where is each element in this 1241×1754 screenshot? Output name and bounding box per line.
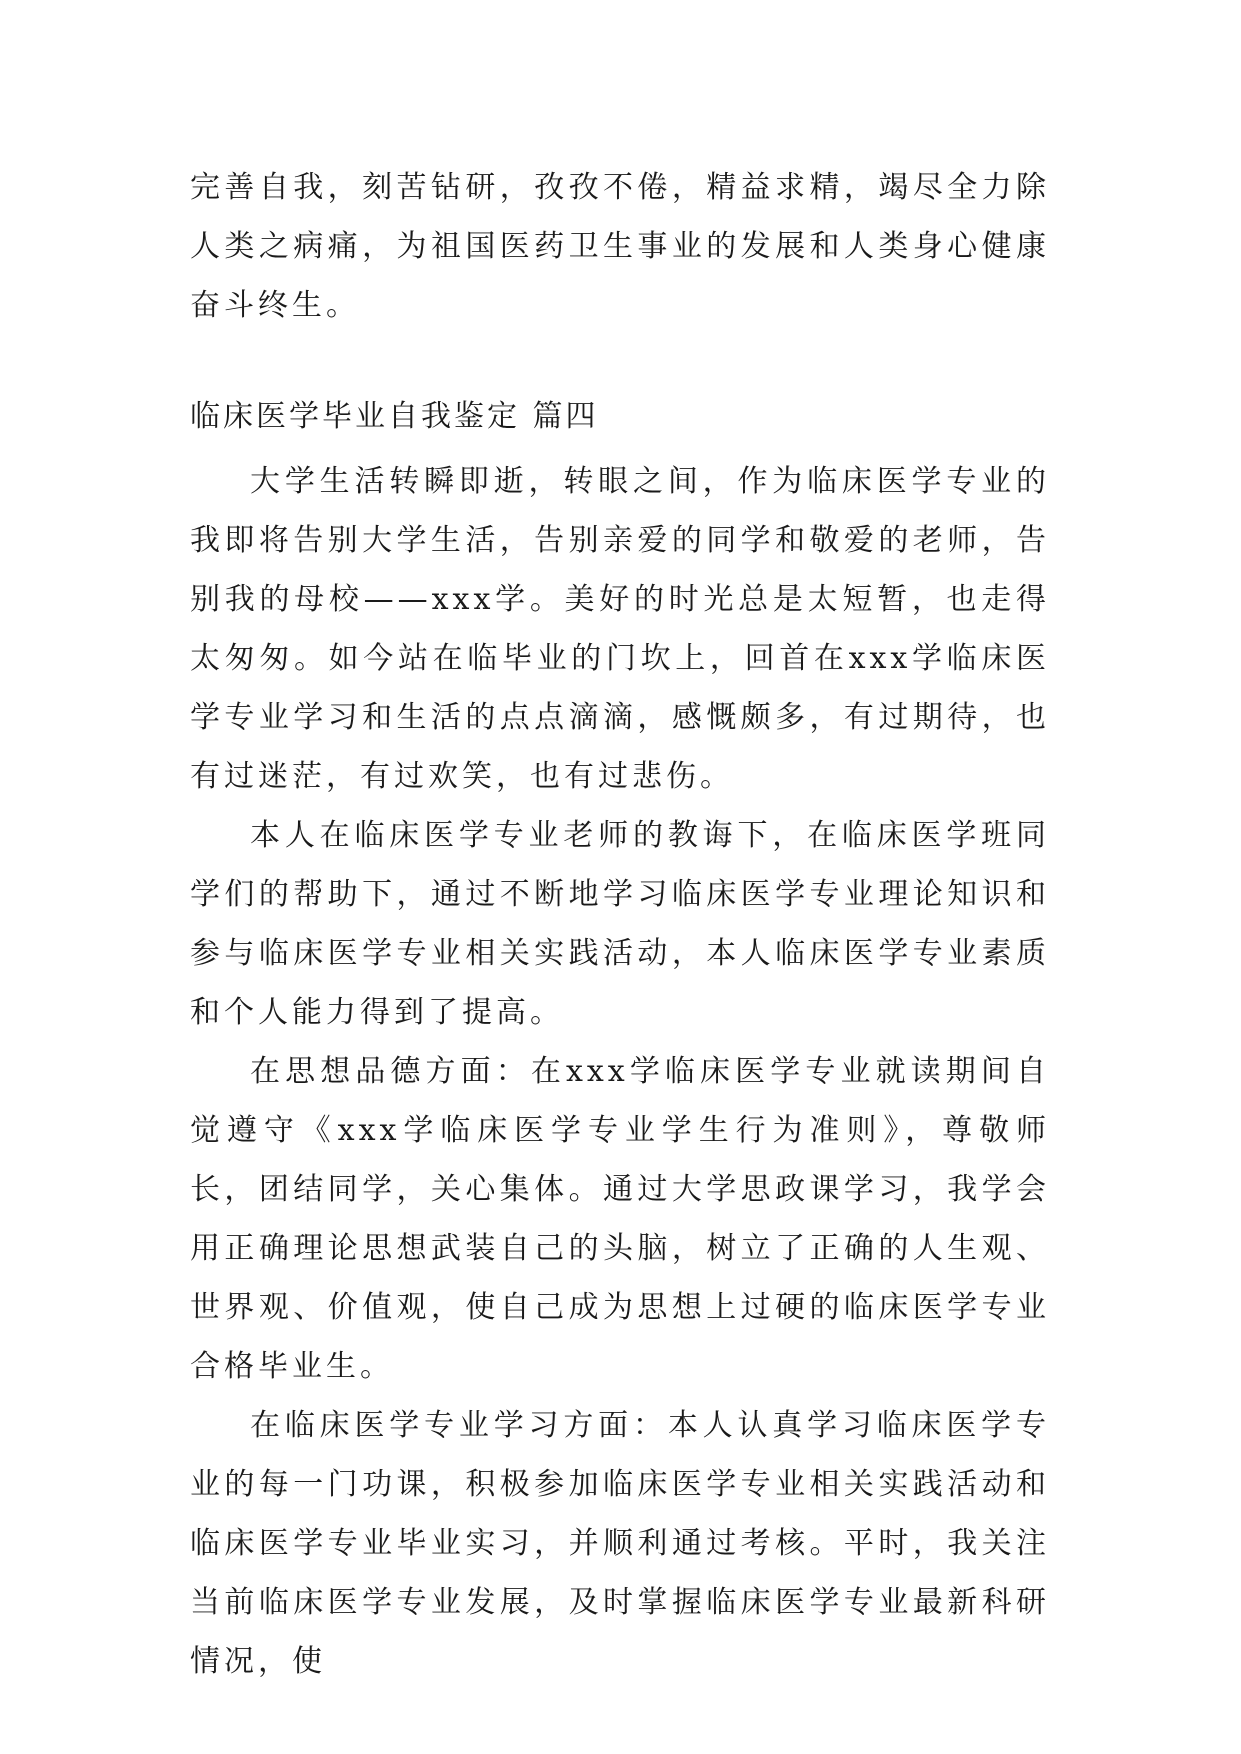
paragraph-intro: 大学生活转瞬即逝，转眼之间，作为临床医学专业的我即将告别大学生活，告别亲爱的同学和敬爱的老师，告别我的母校——xxx学。美好的时光总是太短暂，也走得太匆匆。如今站在临毕业的门坎上，回首在xxx学临床医学专业学习和生活的点点滴滴，感慨颇多，有过期待，也有过迷茫，有过欢笑，也有过悲伤。 (190, 464, 1050, 794)
paragraph-moral-character: 在思想品德方面：在xxx学临床医学专业就读期间自觉遵守《xxx学临床医学专业学生行为准则》，尊敬师长，团结同学，关心集体。通过大学思政课学习，我学会用正确理论思想武装自己的头脑，树立了正确的人生观、世界观、价值观，使自己成为思想上过硬的临床医学专业合格毕业生。 (190, 1054, 1050, 1384)
section-heading: 临床医学毕业自我鉴定 篇四 (190, 399, 599, 434)
section-body (190, 452, 1050, 1691)
paragraph-study-summary: 本人在临床医学专业老师的教诲下，在临床医学班同学们的帮助下，通过不断地学习临床医学专业理论知识和参与临床医学专业相关实践活动，本人临床医学专业素质和个人能力得到了提高。 (190, 818, 1050, 1030)
paragraph-professional-study: 在临床医学专业学习方面：本人认真学习临床医学专业的每一门功课，积极参加临床医学专业相关实践活动和临床医学专业毕业实习，并顺利通过考核。平时，我关注当前临床医学专业发展，及时掌握临床医学专业最新科研情况，使 (190, 1408, 1050, 1679)
continuation-paragraph: 完善自我，刻苦钻研，孜孜不倦，精益求精，竭尽全力除人类之病痛，为祖国医药卫生事业的发展和人类身心健康奋斗终生。 (190, 170, 1050, 323)
